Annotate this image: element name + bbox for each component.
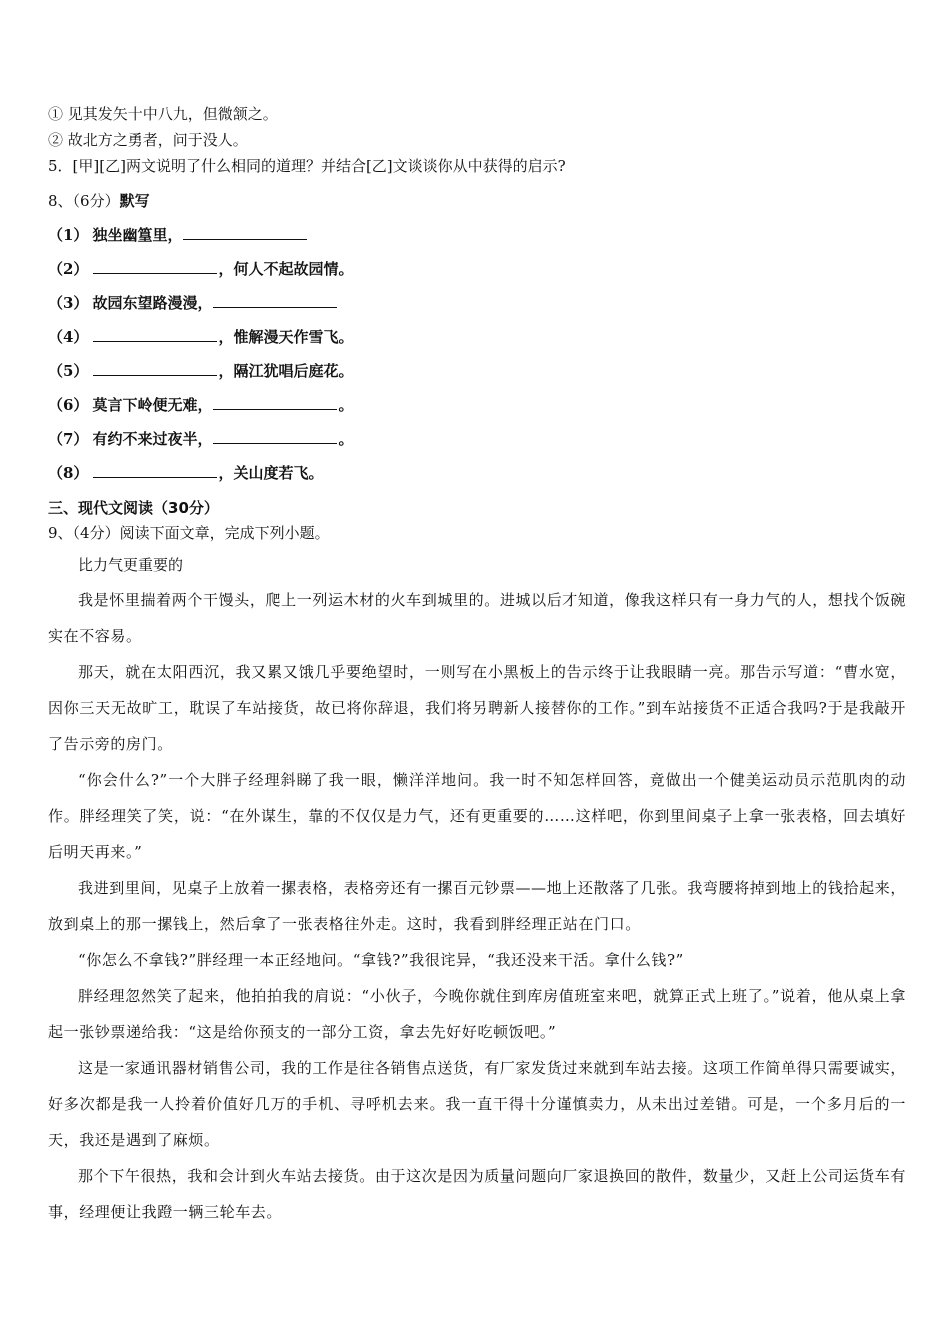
question-8-title: 默写 [119,192,150,210]
answer-blank[interactable] [93,463,217,478]
dictation-item-3: （3） 故园东望路漫漫， [48,293,338,313]
section-3-heading: 三、现代文阅读（30分） [48,499,219,517]
answer-blank[interactable] [213,293,337,308]
answer-blank[interactable] [213,429,337,444]
dictation-item-4: （4） ，惟解漫天作雪飞。 [48,328,354,346]
question-8-prefix: 8、（6分） [48,192,120,210]
article-paragraph: 胖经理忽然笑了起来，他拍拍我的肩说：“小伙子，今晚你就住到库房值班室来吧，就算正式上班了。”说着，他从桌上拿起一张钞票递给我：“这是给你预支的一部分工资，拿去先好好吃顿饭吧。” [48,987,906,1041]
answer-blank[interactable] [93,259,217,274]
answer-blank[interactable] [213,395,337,410]
answer-blank[interactable] [93,327,217,342]
dictation-item-7: （7） 有约不来过夜半， 。 [48,430,354,448]
article-paragraph: 那个下午很热，我和会计到火车站去接货。由于这次是因为质量问题向厂家退换回的散件，数量少，又赶上公司运货车有事，经理便让我蹬一辆三轮车去。 [48,1167,906,1221]
answer-blank[interactable] [183,225,307,240]
annotation-line-2: ② 故北方之勇者，问于没人。 [48,131,248,149]
article-paragraph: 我进到里间，见桌子上放着一摞表格，表格旁还有一摞百元钞票——地上还散落了几张。我弯腰将掉到地上的钱拾起来，放到桌上的那一摞钱上，然后拿了一张表格往外走。这时，我看到胖经理正站在门口。 [48,879,906,933]
answer-blank[interactable] [93,361,217,376]
article-paragraph: “你怎么不拿钱?”胖经理一本正经地问。“拿钱?”我很诧异，“我还没来干活。拿什么钱?” [78,951,684,969]
article-paragraph: 这是一家通讯器材销售公司，我的工作是往各销售点送货，有厂家发货过来就到车站去接。这项工作简单得只需要诚实，好多次都是我一人拎着价值好几万的手机、寻呼机去来。我一直干得十分谨慎卖力，从未出过差错。可是，一个多月后的一天，我还是遇到了麻烦。 [48,1059,906,1149]
question-5: 5．[甲][乙]两文说明了什么相同的道理？并结合[乙]文谈谈你从中获得的启示? [48,157,566,175]
article-paragraph: 我是怀里揣着两个干馒头，爬上一列运木材的火车到城里的。进城以后才知道，像我这样只有一身力气的人，想找个饭碗实在不容易。 [48,591,906,645]
dictation-item-5: （5） ，隔江犹唱后庭花。 [48,362,354,380]
article-paragraph: “你会什么?”一个大胖子经理斜睇了我一眼，懒洋洋地问。我一时不知怎样回答，竟做出一个健美运动员示范肌肉的动作。胖经理笑了笑，说：“在外谋生，靠的不仅仅是力气，还有更重要的……这样吧，你到里间桌子上拿一张表格，回去填好后明天再来。” [48,771,906,861]
dictation-item-8: （8） ，关山度若飞。 [48,464,324,482]
question-8-heading [48,191,150,211]
annotation-line-1: ① 见其发矢十中八九，但微颔之。 [48,105,278,123]
article-title: 比力气更重要的 [78,556,184,574]
dictation-item-1: （1） 独坐幽篁里， [48,225,308,245]
dictation-item-2: （2） ，何人不起故园情。 [48,260,354,278]
dictation-item-6: （6） 莫言下岭便无难， 。 [48,396,354,414]
article-paragraph: 那天，就在太阳西沉，我又累又饿几乎要绝望时，一则写在小黑板上的告示终于让我眼睛一亮。那告示写道：“曹水宽，因你三天无故旷工，耽误了车站接货，故已将你辞退，我们将另聘新人接替你的工作。”到车站接货不正适合我吗?于是我敲开了告示旁的房门。 [48,663,906,753]
question-9: 9、（4分）阅读下面文章，完成下列小题。 [48,524,330,542]
